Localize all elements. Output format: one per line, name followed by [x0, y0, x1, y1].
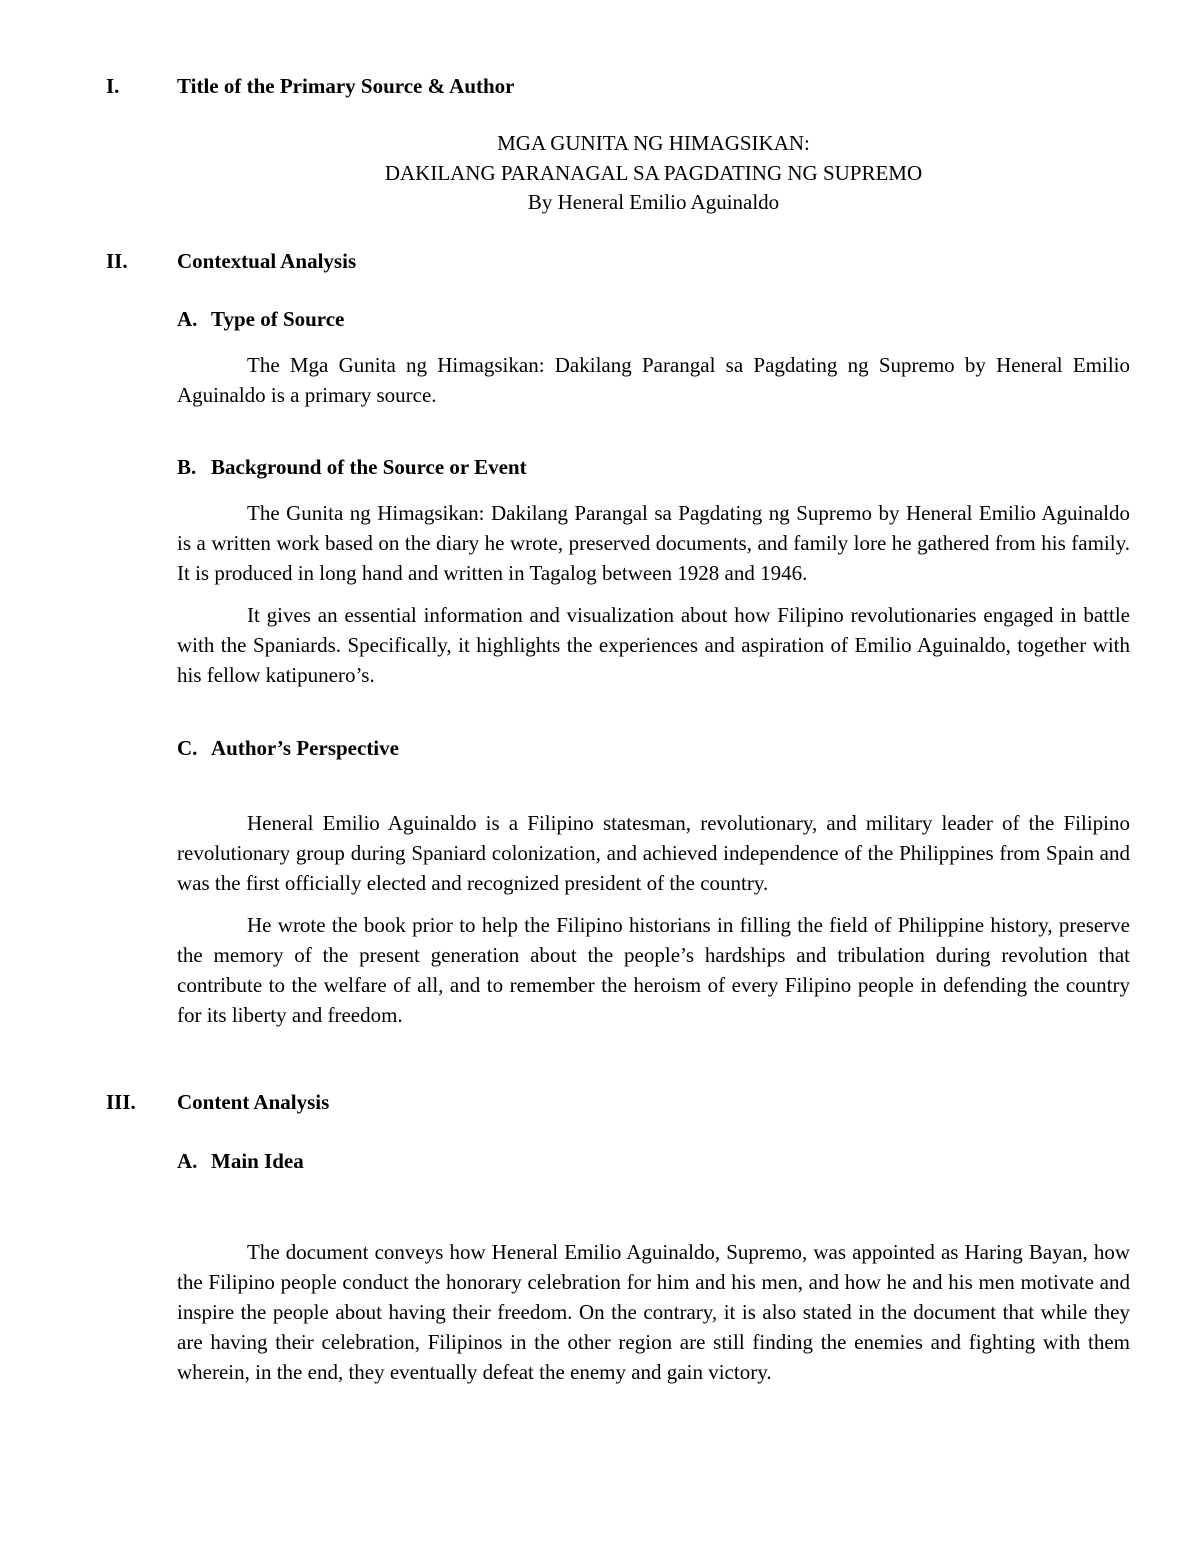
subsection-3a-heading — [177, 1146, 304, 1176]
type-of-source-paragraph: The Mga Gunita ng Himagsikan: Dakilang Parangal sa Pagdating ng Supremo by Heneral Emilio Aguinaldo is a primary source. — [177, 353, 1130, 407]
subsection-2a-title: Type of Source — [211, 307, 345, 331]
subsection-2a-heading — [177, 304, 344, 334]
subsection-3a-title: Main Idea — [211, 1149, 304, 1173]
subsection-2b-heading — [177, 452, 527, 482]
section-3-numeral: III. — [106, 1090, 136, 1114]
document-author: By Heneral Emilio Aguinaldo — [527, 190, 780, 214]
background-paragraph-2: It gives an essential information and visualization about how Filipino revolutionaries engaged in battle with the Spaniards. Specifically, it highlights the experiences and aspiration of Emilio Aguinaldo, together with his fellow katipunero’s. — [177, 603, 1130, 687]
author-perspective-paragraph-2: He wrote the book prior to help the Filipino historians in filling the field of Philippine history, preserve the memory of the present generation about the people’s hardships and tribulation during revolution that contribute to the welfare of all, and to remember the heroism of every Filipino people in defending the country for its liberty and freedom. — [177, 913, 1130, 1027]
document-title-line-2: DAKILANG PARANAGAL SA PAGDATING NG SUPREMO — [384, 161, 923, 185]
subsection-2c-letter: C. — [177, 736, 198, 760]
document-title-line-1: MGA GUNITA NG HIMAGSIKAN: — [497, 131, 810, 155]
subsection-2a-letter: A. — [177, 307, 198, 331]
subsection-2c-title: Author’s Perspective — [211, 736, 399, 760]
main-idea-paragraph: The document conveys how Heneral Emilio Aguinaldo, Supremo, was appointed as Haring Bayan, how the Filipino people conduct the honorary celebration for him and his men, and how he and his men motivate and inspire the people about having their freedom. On the contrary, it is also stated in the document that while they are having their celebration, Filipinos in the other region are still finding the enemies and fighting with them wherein, in the end, they eventually defeat the enemy and gain victory. — [177, 1240, 1130, 1384]
section-3-title: Content Analysis — [177, 1090, 330, 1114]
subsection-2b-title: Background of the Source or Event — [211, 455, 527, 479]
section-1-title: Title of the Primary Source & Author — [177, 74, 515, 98]
section-2-title: Contextual Analysis — [177, 249, 357, 273]
section-2-numeral: II. — [106, 249, 128, 273]
section-1-numeral: I. — [106, 74, 120, 98]
subsection-2b-letter: B. — [177, 455, 197, 479]
background-paragraph-1: The Gunita ng Himagsikan: Dakilang Parangal sa Pagdating ng Supremo by Heneral Emilio Aguinaldo is a written work based on the diary he wrote, preserved documents, and family lore he gathered from his family. It is produced in long hand and written in Tagalog between 1928 and 1946. — [177, 501, 1130, 585]
subsection-2c-heading — [177, 733, 399, 763]
subsection-3a-letter: A. — [177, 1149, 198, 1173]
author-perspective-paragraph-1: Heneral Emilio Aguinaldo is a Filipino statesman, revolutionary, and military leader of the Filipino revolutionary group during Spaniard colonization, and achieved independence of the Philippines from Spain and was the first officially elected and recognized president of the country. — [177, 811, 1130, 895]
